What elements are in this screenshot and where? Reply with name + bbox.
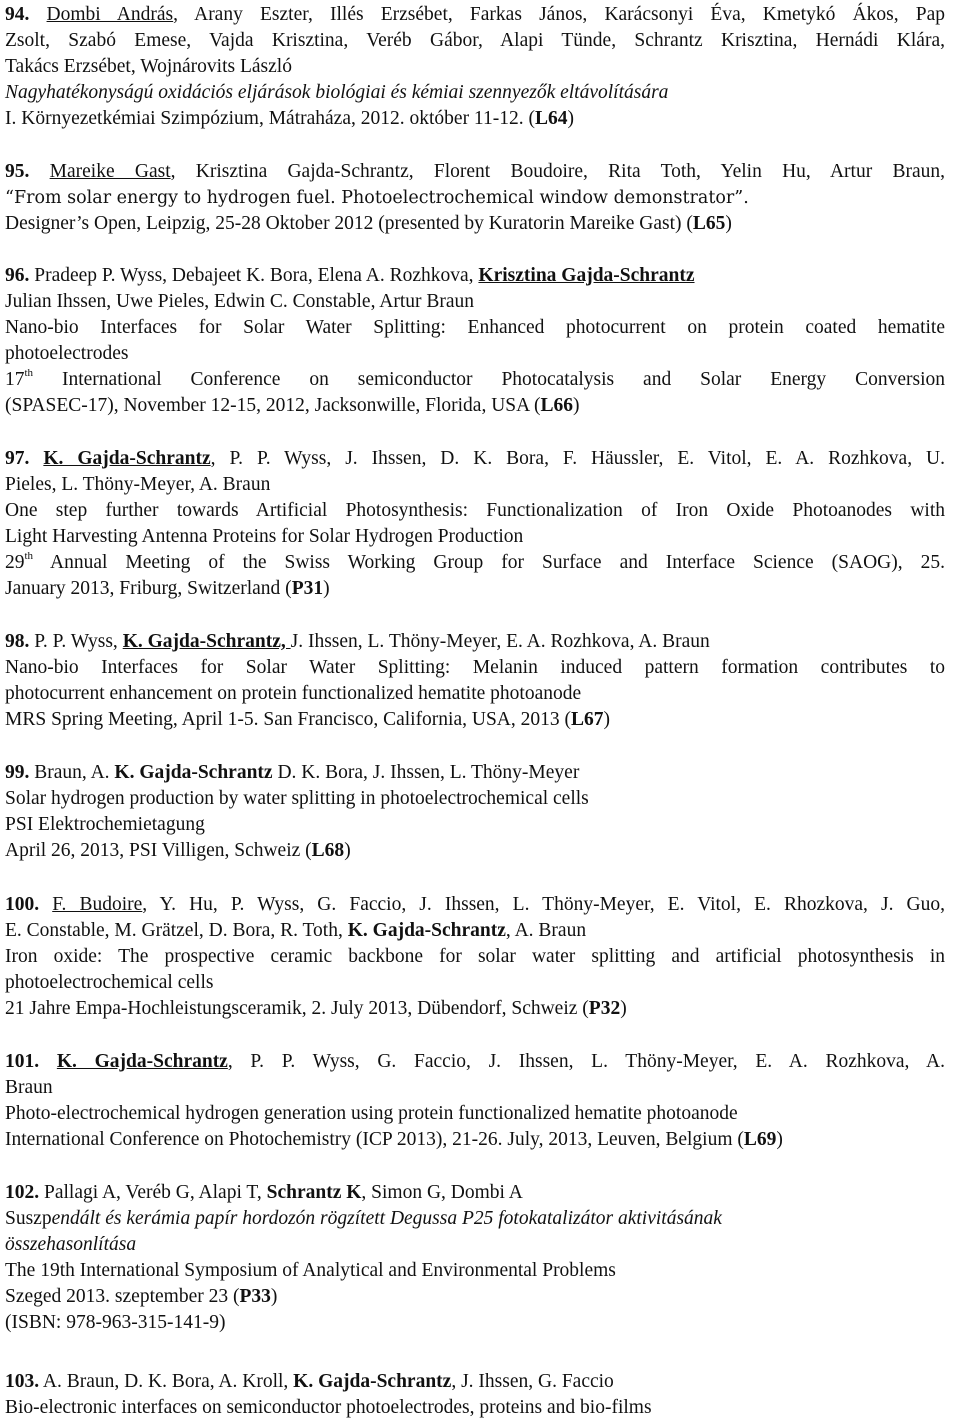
- ref99-authors: [5, 760, 945, 786]
- ordinal: 29: [5, 552, 25, 573]
- authors: Pradeep P. Wyss, Debajeet K. Bora, Elena A. Rozhkova,: [29, 265, 479, 286]
- authors: , Arany Eszter, Illés Erzsébet, Farkas János, Karácsonyi Éva, Kmetykó Ákos, Pap: [173, 4, 945, 25]
- ref96-authors-line1: [5, 263, 945, 289]
- ordinal-suffix: th: [24, 367, 34, 379]
- ref96-venue-line2: [5, 393, 945, 419]
- ref103-title: Bio-electronic interfaces on semiconductor photoelectrodes, proteins and bio-films: [5, 1397, 652, 1418]
- ref103-authors: [5, 1369, 945, 1395]
- presentation-code: L66: [540, 395, 574, 416]
- ref102-authors: [5, 1180, 945, 1206]
- authors: , Simon G, Dombi A: [361, 1182, 523, 1203]
- ref102-conference: The 19th International Symposium of Analytical and Environmental Problems: [5, 1260, 616, 1281]
- author-highlight: F. Budoire: [52, 894, 143, 915]
- venue-text: Szeged 2013. szeptember 23 (: [5, 1286, 240, 1307]
- ref97-authors-line2: Pieles, L. Thöny-Meyer, A. Braun: [5, 474, 271, 495]
- ref99-title: Solar hydrogen production by water splitting in photoelectrochemical cells: [5, 788, 589, 809]
- space: [39, 894, 52, 915]
- space: [29, 448, 43, 469]
- ref-number: 98.: [5, 631, 30, 652]
- paren: ): [573, 395, 580, 416]
- ref100-authors-line1: [5, 892, 945, 918]
- venue-text: January 2013, Friburg, Switzerland (: [5, 578, 292, 599]
- venue-text: MRS Spring Meeting, April 1-5. San Francisco, California, USA, 2013 (: [5, 709, 572, 730]
- author-highlight: K. Gajda-Schrantz,: [122, 631, 291, 652]
- ref95-title: “From solar energy to hydrogen fuel. Photoelectrochemical window demonstrator”.: [5, 188, 749, 208]
- ref96-title-line1: Nano-bio Interfaces for Solar Water Splitting: Enhanced photocurrent on protein coated hematite: [5, 317, 945, 338]
- ref99-venue: [5, 838, 945, 864]
- venue-text: 21 Jahre Empa-Hochleistungsceramik, 2. July 2013, Dübendorf, Schweiz (: [5, 998, 589, 1019]
- paren: ): [620, 998, 627, 1019]
- paren: ): [725, 213, 732, 234]
- ref100-title-line2: photoelectrochemical cells: [5, 972, 214, 993]
- authors: , A. Braun: [505, 920, 587, 941]
- ref102-venue: [5, 1284, 945, 1310]
- title-text: endált és kerámia papír hordozón rögzített Degussa P25 fotokatalizátor aktivitásának: [51, 1208, 722, 1229]
- ref101-authors-line1: [5, 1049, 945, 1075]
- ref96-authors-line2: Julian Ihssen, Uwe Pieles, Edwin C. Constable, Artur Braun: [5, 291, 475, 312]
- ref97-venue-line1: [5, 550, 945, 576]
- presentation-code: P33: [239, 1286, 271, 1307]
- author-highlight: Krisztina Gajda-Schrantz: [478, 265, 695, 286]
- reference-103: [5, 1369, 945, 1421]
- venue-text: I. Környezetkémiai Szimpózium, Mátraháza, 2012. október 11-12. (: [5, 108, 535, 129]
- ref101-title: Photo-electrochemical hydrogen generation using protein functionalized hematite photoanode: [5, 1103, 738, 1124]
- paren: ): [344, 840, 351, 861]
- author-highlight: Schrantz K: [266, 1182, 362, 1203]
- reference-96: [5, 263, 945, 419]
- ref102-title-line1: [5, 1206, 945, 1232]
- ref98-venue: [5, 707, 945, 733]
- ref97-title-line2: Light Harvesting Antenna Proteins for Solar Hydrogen Production: [5, 526, 524, 547]
- paren: ): [567, 108, 574, 129]
- space: [29, 161, 49, 182]
- authors: , J. Ihssen, G. Faccio: [451, 1371, 614, 1392]
- venue-text: International Conference on Photochemistry (ICP 2013), 21-26. July, 2013, Leuven, Belgium (: [5, 1129, 744, 1150]
- presentation-code: L64: [534, 108, 568, 129]
- ref97-venue-line2: [5, 576, 945, 602]
- ref102-isbn: (ISBN: 978-963-315-141-9): [5, 1312, 226, 1333]
- authors: , P. P. Wyss, G. Faccio, J. Ihssen, L. Thöny-Meyer, E. A. Rozhkova, A.: [227, 1051, 946, 1072]
- author-highlight: K. Gajda-Schrantz: [114, 762, 273, 783]
- presentation-code: P31: [291, 578, 324, 599]
- ref96-title-line2: photoelectrodes: [5, 343, 129, 364]
- reference-94: [5, 2, 945, 132]
- author-highlight: K. Gajda-Schrantz: [347, 920, 506, 941]
- authors: Pallagi A, Veréb G, Alapi T,: [39, 1182, 267, 1203]
- ref-number: 97.: [5, 448, 30, 469]
- title-text: Nagyhatékonyságú oxidációs eljárások biológiai és kémiai szennyezők eltávolítására: [5, 82, 669, 103]
- authors: Braun, A.: [29, 762, 115, 783]
- ref-number: 99.: [5, 762, 30, 783]
- presentation-code: L69: [743, 1129, 777, 1150]
- ref94-authors-line2: Zsolt, Szabó Emese, Vajda Krisztina, Veréb Gábor, Alapi Tünde, Schrantz Krisztina, Hernádi Klára,: [5, 30, 945, 51]
- ref98-authors: [5, 629, 945, 655]
- ref100-title-line1: Iron oxide: The prospective ceramic backbone for solar water splitting and artificial photosynthesis in: [5, 946, 945, 967]
- reference-99: [5, 760, 945, 864]
- paren: ): [603, 709, 611, 730]
- space: [39, 1051, 57, 1072]
- reference-95: [5, 159, 945, 237]
- ref-number: 101.: [5, 1051, 40, 1072]
- venue-text: Annual Meeting of the Swiss Working Group for Surface and Interface Science (SAOG), 25.: [33, 552, 945, 573]
- ref-number: 96.: [5, 265, 30, 286]
- reference-100: [5, 892, 945, 1022]
- ordinal: 17: [5, 369, 25, 390]
- ref94-authors-line3: Takács Erzsébet, Wojnárovits László: [5, 56, 292, 77]
- authors: P. P. Wyss,: [29, 631, 123, 652]
- ref-number: 102.: [5, 1182, 40, 1203]
- ordinal-suffix: th: [24, 550, 34, 562]
- ref-number: 103.: [5, 1371, 40, 1392]
- authors: , P. P. Wyss, J. Ihssen, D. K. Bora, F. Häussler, E. Vitol, E. A. Rozhkova, U.: [210, 448, 946, 469]
- ref99-conference: PSI Elektrochemietagung: [5, 814, 205, 835]
- ref-number: 95.: [5, 161, 30, 182]
- reference-97: [5, 446, 945, 602]
- ref100-venue: [5, 996, 945, 1022]
- venue-text: (SPASEC-17), November 12-15, 2012, Jacksonwille, Florida, USA (: [5, 395, 541, 416]
- reference-101: [5, 1049, 945, 1153]
- ref97-title-line1: One step further towards Artificial Photosynthesis: Functionalization of Iron Oxide Photoanodes with: [5, 500, 945, 521]
- ref94-authors-line1: [5, 2, 945, 28]
- title-text: Suszp: [5, 1208, 52, 1229]
- authors: , Krisztina Gajda-Schrantz, Florent Boudoire, Rita Toth, Yelin Hu, Artur Braun,: [170, 161, 945, 182]
- ref95-authors: [5, 159, 945, 185]
- ref98-title-line1: Nano-bio Interfaces for Solar Water Splitting: Melanin induced pattern formation contributes to: [5, 657, 945, 678]
- ref94-venue: [5, 106, 945, 132]
- ref98-title-line2: photocurrent enhancement on protein functionalized hematite photoanode: [5, 683, 582, 704]
- ref101-venue: [5, 1127, 945, 1153]
- ref94-title: [5, 80, 945, 106]
- reference-98: [5, 629, 945, 733]
- presentation-code: P32: [588, 998, 621, 1019]
- authors: J. Ihssen, L. Thöny-Meyer, E. A. Rozhkova, A. Braun: [290, 631, 710, 652]
- author-highlight: K. Gajda-Schrantz: [293, 1371, 452, 1392]
- venue-text: Designer’s Open, Leipzig, 25-28 Oktober 2012 (presented by Kuratorin Mareike Gast) (: [5, 213, 693, 234]
- authors: D. K. Bora, J. Ihssen, L. Thöny-Meyer: [272, 762, 580, 783]
- ref95-venue: [5, 211, 945, 237]
- authors: E. Constable, M. Grätzel, D. Bora, R. Toth,: [5, 920, 348, 941]
- presentation-code: L67: [571, 709, 604, 730]
- paren: ): [323, 578, 330, 599]
- paren: ): [270, 1286, 278, 1307]
- ref-number: 100.: [5, 894, 40, 915]
- title-text: összehasonlítása: [5, 1234, 137, 1255]
- author-highlight: K. Gajda-Schrantz: [43, 448, 211, 469]
- venue-text: April 26, 2013, PSI Villigen, Schweiz (: [5, 840, 312, 861]
- reference-102: [5, 1180, 945, 1336]
- author-highlight: Dombi András: [46, 4, 174, 25]
- ref101-authors-line2: Braun: [5, 1077, 53, 1098]
- paren: ): [776, 1129, 783, 1150]
- presentation-code: L68: [311, 840, 345, 861]
- ref100-authors-line2: [5, 918, 945, 944]
- author-highlight: K. Gajda-Schrantz: [56, 1051, 228, 1072]
- authors: , Y. Hu, P. Wyss, G. Faccio, J. Ihssen, L. Thöny-Meyer, E. Vitol, E. Rhozkova, J. Guo,: [142, 894, 945, 915]
- author-highlight: Mareike Gast: [49, 161, 171, 182]
- ref102-title-line2: [5, 1232, 945, 1258]
- ref96-venue-line1: [5, 367, 945, 393]
- authors: A. Braun, D. K. Bora, A. Kroll,: [39, 1371, 294, 1392]
- presentation-code: L65: [692, 213, 726, 234]
- ref-number: 94.: [5, 4, 30, 25]
- venue-text: International Conference on semiconductor Photocatalysis and Solar Energy Conversion: [33, 369, 945, 390]
- ref97-authors-line1: [5, 446, 945, 472]
